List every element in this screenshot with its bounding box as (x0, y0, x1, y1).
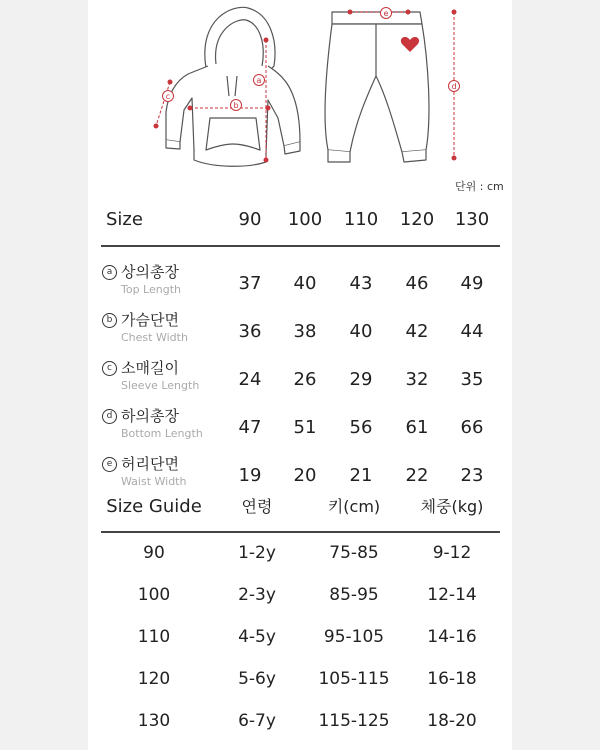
measure-value: 21 (349, 465, 373, 486)
height-header: 키(cm) (327, 497, 381, 516)
guide-weight: 9-12 (432, 543, 472, 563)
measure-label-ko: 허리단면 (121, 455, 179, 473)
measure-label-ko: 상의총장 (121, 263, 179, 281)
weight-header: 체중(kg) (420, 497, 484, 516)
measure-label-en: Top Length (121, 283, 182, 296)
guide-row (0, 580, 600, 610)
measure-label-en: Waist Width (121, 475, 187, 488)
measure-row-bottom-length (0, 406, 600, 450)
size-header-130: 130 (454, 209, 490, 230)
measure-value: 19 (238, 465, 262, 486)
size-table-header (0, 204, 600, 236)
age-header: 연령 (241, 497, 273, 516)
measure-value: 37 (238, 273, 262, 294)
guide-row (0, 538, 600, 568)
measure-value: 38 (293, 321, 317, 342)
guide-age: 1-2y (238, 543, 276, 563)
measure-value: 66 (460, 417, 484, 438)
measure-value: 35 (460, 369, 484, 390)
measure-value: 23 (460, 465, 484, 486)
size-header-110: 110 (343, 209, 379, 230)
measure-value: 26 (293, 369, 317, 390)
guide-weight: 14-16 (427, 627, 477, 647)
marker-a: a (102, 265, 117, 280)
measure-value: 49 (460, 273, 484, 294)
guide-size: 130 (137, 711, 171, 731)
measure-value: 29 (349, 369, 373, 390)
measure-value: 43 (349, 273, 373, 294)
marker-c: c (102, 361, 117, 376)
measure-value: 36 (238, 321, 262, 342)
measure-value: 46 (405, 273, 429, 294)
size-table-divider (101, 245, 500, 247)
guide-height: 115-125 (318, 711, 390, 731)
size-guide-title: Size Guide (106, 496, 202, 517)
measure-value: 20 (293, 465, 317, 486)
measure-label-ko: 가슴단면 (121, 311, 179, 329)
measure-label-ko: 소매길이 (121, 359, 179, 377)
guide-height: 75-85 (329, 543, 379, 563)
measure-value: 40 (293, 273, 317, 294)
measure-value: 44 (460, 321, 484, 342)
measure-row-chest-width (0, 310, 600, 354)
measure-label-ko: 하의총장 (121, 407, 179, 425)
measure-value: 40 (349, 321, 373, 342)
guide-age: 5-6y (238, 669, 276, 689)
size-header-100: 100 (287, 209, 323, 230)
guide-size: 120 (137, 669, 171, 689)
garment-diagram (88, 0, 512, 180)
guide-row (0, 706, 600, 736)
hoodie-illustration (166, 7, 300, 166)
measure-value: 22 (405, 465, 429, 486)
size-guide-header (0, 492, 600, 522)
guide-height: 105-115 (318, 669, 390, 689)
pants-illustration (325, 12, 429, 162)
measure-value: 42 (405, 321, 429, 342)
measure-value: 56 (349, 417, 373, 438)
guide-row (0, 664, 600, 694)
measure-value: 24 (238, 369, 262, 390)
guide-size: 100 (137, 585, 171, 605)
measure-label-en: Sleeve Length (121, 379, 200, 392)
measure-row-sleeve-length (0, 358, 600, 402)
guide-age: 6-7y (238, 711, 276, 731)
marker-d: d (102, 409, 117, 424)
measure-value: 51 (293, 417, 317, 438)
measure-label-en: Chest Width (121, 331, 188, 344)
marker-b: b (102, 313, 117, 328)
guide-size: 90 (143, 543, 165, 563)
guide-age: 2-3y (238, 585, 276, 605)
size-guide-divider (101, 531, 500, 533)
measure-value: 32 (405, 369, 429, 390)
guide-height: 85-95 (329, 585, 379, 605)
size-header-120: 120 (399, 209, 435, 230)
guide-weight: 12-14 (427, 585, 477, 605)
diagram-label-b: b (233, 101, 239, 110)
diagram-label-c: c (165, 92, 171, 101)
guide-row (0, 622, 600, 652)
guide-weight: 18-20 (427, 711, 477, 731)
marker-e: e (102, 457, 117, 472)
diagram-label-d: d (451, 82, 457, 91)
diagram-label-e: e (383, 9, 389, 18)
measure-value: 61 (405, 417, 429, 438)
guide-weight: 16-18 (427, 669, 477, 689)
size-header-label: Size (106, 209, 143, 230)
measure-value: 47 (238, 417, 262, 438)
guide-age: 4-5y (238, 627, 276, 647)
measure-row-top-length (0, 262, 600, 306)
size-header-90: 90 (238, 209, 262, 230)
diagram-label-a: a (256, 76, 262, 85)
guide-height: 95-105 (323, 627, 385, 647)
unit-label: 단위 : cm (455, 180, 504, 193)
measure-label-en: Bottom Length (121, 427, 203, 440)
guide-size: 110 (137, 627, 171, 647)
